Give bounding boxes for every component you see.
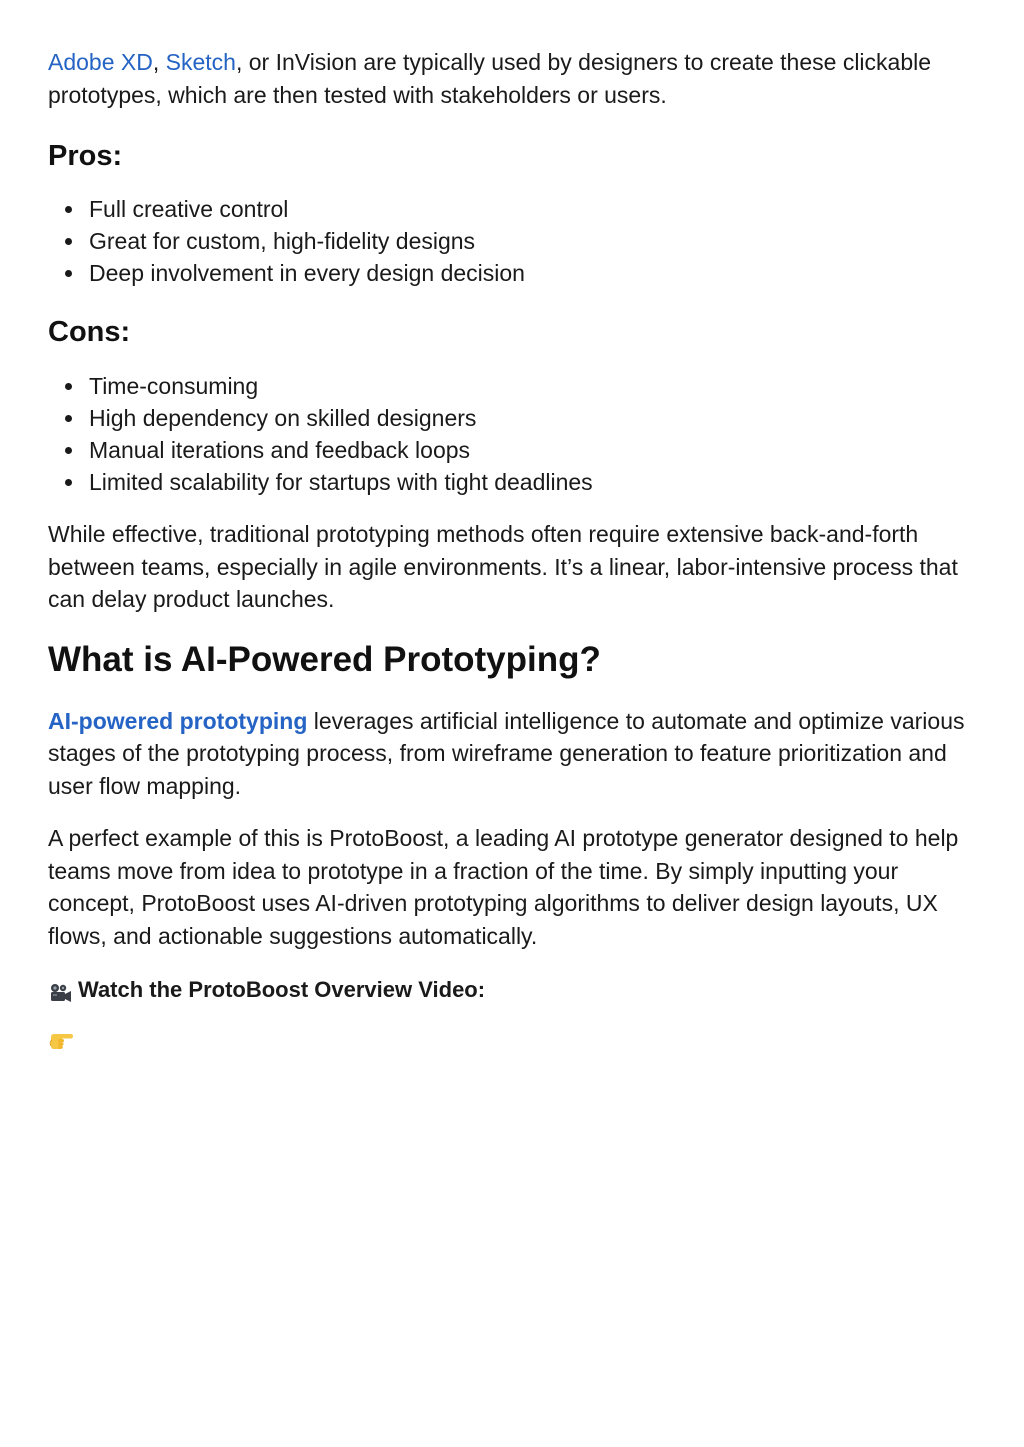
pointing-hand-icon: [48, 1030, 74, 1050]
movie-camera-icon: [48, 980, 72, 1000]
list-item: Manual iterations and feedback loops: [89, 434, 976, 466]
intro-separator: ,: [152, 49, 166, 75]
pros-list: [48, 193, 976, 289]
list-item: Limited scalability for startups with tight deadlines: [89, 466, 976, 498]
cons-heading: Cons:: [48, 316, 131, 348]
list-item: Great for custom, high-fidelity designs: [89, 225, 976, 257]
list-item: Time-consuming: [89, 370, 976, 402]
ai-section-heading: What is AI-Powered Prototyping?: [48, 639, 601, 679]
sketch-link[interactable]: Sketch: [165, 49, 236, 75]
intro-text: , or InVision are typically used by designers to create these clickable prototypes, which are then tested with stakeholders or users.: [48, 49, 932, 108]
pros-heading: Pros:: [48, 140, 123, 172]
video-label: Watch the ProtoBoost Overview Video:: [78, 977, 486, 1002]
video-callout: [48, 974, 976, 1006]
pointer-line: [48, 1026, 976, 1054]
protoboost-example-paragraph: A perfect example of this is ProtoBoost, a leading AI prototype generator designed to help teams move from idea to prototype in a fraction of the time. By simply inputting your concept, ProtoBoost uses AI-driven prototyping algorithms to deliver design layouts, UX flows, and actionable suggestions automatically.: [48, 825, 959, 949]
ai-powered-prototyping-link[interactable]: AI-powered prototyping: [48, 707, 308, 734]
list-item: Full creative control: [89, 193, 976, 225]
ai-definition-paragraph: [48, 705, 976, 803]
list-item: Deep involvement in every design decision: [89, 257, 976, 289]
intro-paragraph: [48, 46, 976, 111]
effective-paragraph: While effective, traditional prototyping methods often require extensive back-and-forth between teams, especially in agile environments. It’s a linear, labor-intensive process that can delay product launches.: [48, 521, 958, 612]
cons-list: [48, 370, 976, 498]
ai-definition-text: leverages artificial intelligence to automate and optimize various stages of the prototyping process, from wireframe generation to feature prioritization and user flow mapping.: [48, 707, 965, 799]
adobe-xd-link[interactable]: Adobe XD: [48, 49, 153, 75]
list-item: High dependency on skilled designers: [89, 402, 976, 434]
